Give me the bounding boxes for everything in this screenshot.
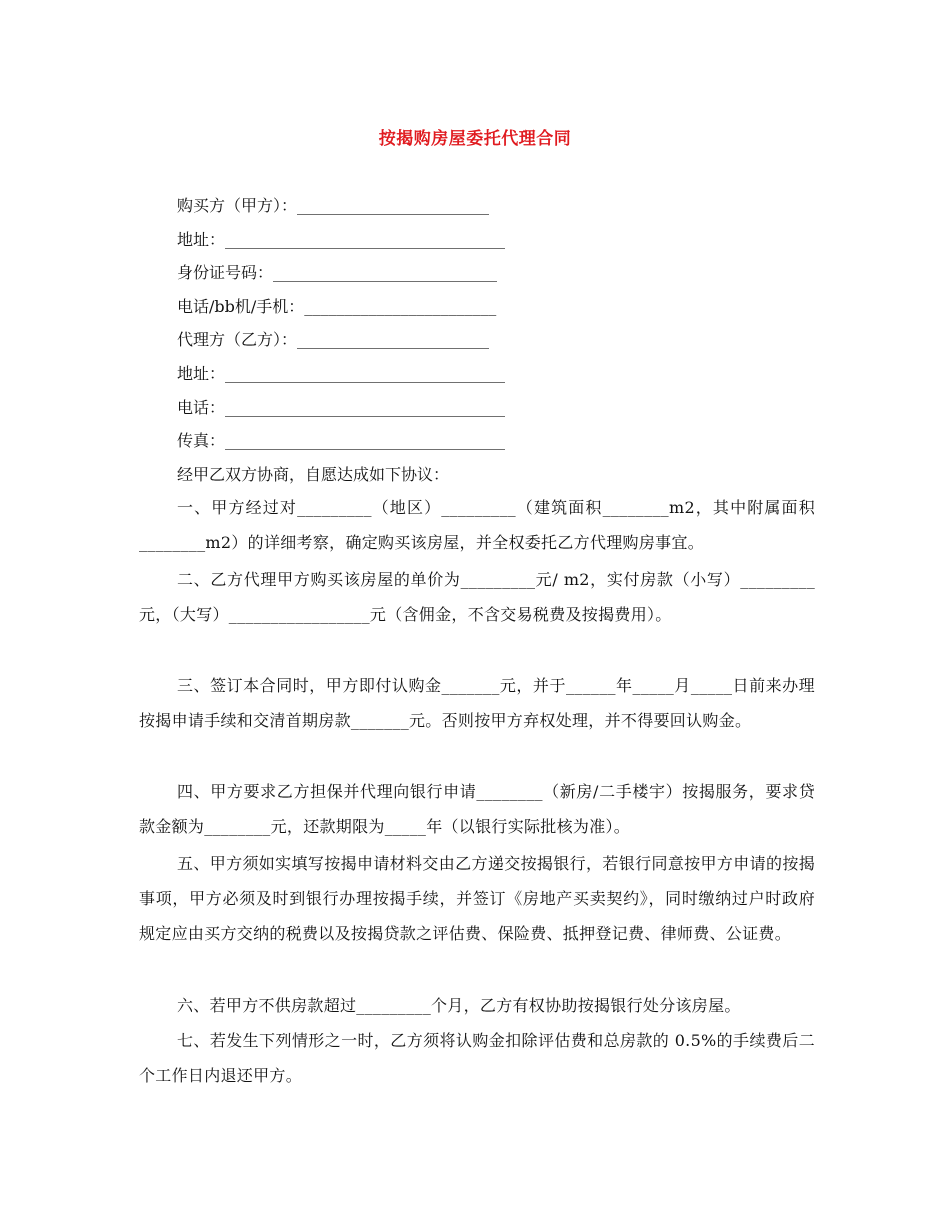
buyer-field: 购买方（甲方）：________________________ — [177, 196, 490, 215]
clause-4: 四、甲方要求乙方担保并代理向银行申请________（新房/二手楼宇）按揭服务，要求贷款金额为________元，还款期限为_____年（以银行实际批核为准）。 — [139, 782, 815, 836]
agent-fax-field: 传真：___________________________________ — [177, 431, 506, 450]
clause-1: 一、甲方经过对_________（地区）_________（建筑面积________m2，其中附属面积________m2）的详细考察，确定购买该房屋，并全权委托乙方代理购房事宜。 — [139, 498, 815, 552]
buyer-address-field: 地址：___________________________________ — [177, 230, 506, 249]
agent-address-field: 地址：___________________________________ — [177, 364, 506, 383]
clause-5: 五、甲方须如实填写按揭申请材料交由乙方递交按揭银行，若银行同意按甲方申请的按揭事项，甲方必须及时到银行办理按揭手续，并签订《房地产买卖契约》，同时缴纳过户时政府规定应由买方交纳的税费以及按揭贷款之评估费、保险费、抵押登记费、律师费、公证费。 — [139, 854, 815, 943]
clause-6: 六、若甲方不供房款超过_________个月，乙方有权协助按揭银行处分该房屋。 — [177, 996, 741, 1015]
clause-3: 三、签订本合同时，甲方即付认购金_______元，并于______年_____月_____日前来办理按揭申请手续和交清首期房款_______元。否则按甲方弃权处理，并不得要回认购金。 — [139, 676, 815, 730]
agreement-intro: 经甲乙双方协商，自愿达成如下协议： — [177, 465, 450, 484]
clause-7: 七、若发生下列情形之一时，乙方须将认购金扣除评估费和总房款的 0.5%的手续费后二个工作日内退还甲方。 — [139, 1031, 815, 1085]
phone-mobile-field: 电话/bb机/手机：________________________ — [177, 297, 497, 316]
document-title: 按揭购房屋委托代理合同 — [378, 129, 572, 149]
agent-field: 代理方（乙方）：________________________ — [177, 330, 490, 349]
agent-phone-field: 电话：___________________________________ — [177, 398, 506, 417]
clause-2: 二、乙方代理甲方购买该房屋的单价为_________元/ m2，实付房款（小写）_________元，（大写）_________________元（含佣金，不含交易税费及按揭费用）。 — [139, 570, 815, 624]
id-number-field: 身份证号码：____________________________ — [177, 263, 498, 282]
